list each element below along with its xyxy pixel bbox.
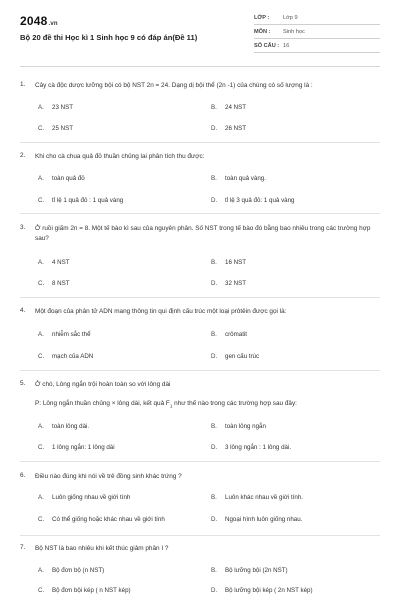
question-text: Khi cho cà chua quả đỏ thuần chủng lai phân tích thu được: bbox=[35, 153, 205, 160]
option-d[interactable] bbox=[211, 516, 302, 523]
option-label: D. bbox=[211, 587, 218, 594]
question-5 bbox=[20, 380, 380, 462]
option-a[interactable] bbox=[38, 331, 91, 338]
option-c[interactable] bbox=[38, 197, 123, 204]
option-label: C. bbox=[38, 444, 45, 451]
option-label: C. bbox=[38, 353, 45, 360]
subtext-part: như thế nào trong các trường hợp sau đây: bbox=[172, 400, 297, 407]
question-3 bbox=[20, 224, 380, 298]
question-number: 3. bbox=[20, 224, 26, 231]
option-a[interactable] bbox=[38, 494, 130, 501]
meta-row-subject bbox=[254, 27, 380, 39]
option-text: mạch của ADN bbox=[52, 353, 94, 360]
question-text: Điều nào đúng khi nói về trẻ đồng sinh khác trứng ? bbox=[35, 473, 182, 480]
option-b[interactable] bbox=[211, 331, 247, 338]
meta-key: LỚP : bbox=[254, 15, 270, 21]
option-text: 26 NST bbox=[225, 125, 246, 132]
question-text: Ở chó, Lông ngắn trội hoàn toàn so với lông dài bbox=[35, 381, 171, 388]
option-b[interactable] bbox=[211, 104, 246, 111]
question-6 bbox=[20, 472, 380, 536]
logo-suffix: .vn bbox=[48, 21, 58, 27]
option-a[interactable] bbox=[38, 175, 85, 182]
question-1 bbox=[20, 81, 380, 143]
subtext-part: P: Lông ngắn thuần chủng × lông dài, kết quả F bbox=[35, 400, 170, 407]
option-text: 25 NST bbox=[52, 125, 73, 132]
option-label: A. bbox=[38, 567, 44, 574]
option-text: gen cấu trúc bbox=[225, 353, 260, 360]
option-text: 8 NST bbox=[52, 280, 70, 287]
option-label: A. bbox=[38, 104, 44, 111]
question-number: 2. bbox=[20, 152, 26, 159]
option-d[interactable] bbox=[211, 353, 259, 360]
option-a[interactable] bbox=[38, 259, 70, 266]
question-4 bbox=[20, 307, 380, 371]
option-label: D. bbox=[211, 197, 218, 204]
meta-value: 16 bbox=[283, 43, 290, 49]
option-c[interactable] bbox=[38, 587, 131, 594]
header-divider bbox=[20, 66, 380, 67]
option-b[interactable] bbox=[211, 175, 266, 182]
option-label: C. bbox=[38, 280, 45, 287]
option-text: Ngoại hình luôn giống nhau. bbox=[225, 516, 303, 523]
question-divider bbox=[20, 142, 380, 143]
option-a[interactable] bbox=[38, 104, 73, 111]
option-label: A. bbox=[38, 494, 44, 501]
option-d[interactable] bbox=[211, 444, 291, 451]
option-text: Luôn giống nhau về giới tính bbox=[52, 494, 131, 501]
option-text: 23 NST bbox=[52, 104, 73, 111]
meta-row-question-count bbox=[254, 41, 380, 53]
question-number: 5. bbox=[20, 380, 26, 387]
option-text: tỉ lệ 1 quả đỏ : 1 quả vàng bbox=[52, 197, 124, 204]
question-text: Ở ruồi giấm 2n = 8. Một tế bào kì sau của nguyên phân. Số NST trong tế bào đó bằng bao nhiêu trong các trường hợp sau? bbox=[35, 225, 371, 242]
logo-main: 2048 bbox=[20, 14, 48, 28]
option-a[interactable] bbox=[38, 423, 89, 430]
option-b[interactable] bbox=[211, 567, 288, 574]
option-label: C. bbox=[38, 587, 45, 594]
option-text: Bộ lưỡng bội kép ( 2n NST kép) bbox=[225, 587, 313, 594]
option-b[interactable] bbox=[211, 259, 246, 266]
option-d[interactable] bbox=[211, 280, 246, 287]
question-text: Cây cà độc dược lưỡng bội có bộ NST 2n = 24. Dạng dị bội thể (2n -1) của chúng có số lượng là : bbox=[35, 82, 313, 89]
option-label: C. bbox=[38, 516, 45, 523]
option-label: D. bbox=[211, 516, 218, 523]
option-text: 16 NST bbox=[225, 259, 246, 266]
option-c[interactable] bbox=[38, 280, 70, 287]
option-d[interactable] bbox=[211, 587, 313, 594]
option-text: nhiễm sắc thể bbox=[52, 331, 91, 338]
option-text: Có thể giống hoặc khác nhau về giới tính bbox=[52, 516, 165, 523]
question-7 bbox=[20, 544, 380, 600]
option-text: 24 NST bbox=[225, 104, 246, 111]
option-label: B. bbox=[211, 567, 217, 574]
option-text: Luôn khác nhau về giới tính. bbox=[225, 494, 304, 501]
question-text: Bộ NST là bao nhiêu khi kết thúc giảm phân I ? bbox=[35, 545, 169, 552]
option-c[interactable] bbox=[38, 353, 93, 360]
option-text: toàn quả vàng. bbox=[225, 175, 266, 182]
subscript: 1 bbox=[169, 403, 173, 409]
question-text: Một đoạn của phân tử ADN mang thông tin qui định cấu trúc một loại prôtêin được gọi là: bbox=[35, 308, 287, 315]
option-label: B. bbox=[211, 104, 217, 111]
option-label: D. bbox=[211, 353, 218, 360]
question-divider bbox=[20, 297, 380, 298]
question-divider bbox=[20, 370, 380, 371]
option-b[interactable] bbox=[211, 423, 266, 430]
option-text: 4 NST bbox=[52, 259, 70, 266]
option-label: A. bbox=[38, 175, 44, 182]
option-label: D. bbox=[211, 444, 218, 451]
option-d[interactable] bbox=[211, 125, 246, 132]
option-label: B. bbox=[211, 423, 217, 430]
option-label: A. bbox=[38, 331, 44, 338]
option-d[interactable] bbox=[211, 197, 295, 204]
meta-value: Lớp 9 bbox=[283, 15, 298, 21]
option-b[interactable] bbox=[211, 494, 303, 501]
option-text: Bộ đơn bội kép ( n NST kép) bbox=[52, 587, 131, 594]
option-text: 32 NST bbox=[225, 280, 246, 287]
option-a[interactable] bbox=[38, 567, 104, 574]
worksheet-header bbox=[0, 0, 400, 66]
meta-row-class bbox=[254, 13, 380, 25]
option-c[interactable] bbox=[38, 125, 73, 132]
option-label: C. bbox=[38, 197, 45, 204]
question-divider bbox=[20, 213, 380, 214]
option-label: A. bbox=[38, 259, 44, 266]
option-label: A. bbox=[38, 423, 44, 430]
option-text: toàn lông ngắn bbox=[225, 423, 266, 430]
option-text: Bộ đơn bộ (n NST) bbox=[52, 567, 105, 574]
question-2 bbox=[20, 152, 380, 214]
option-label: B. bbox=[211, 259, 217, 266]
question-number: 1. bbox=[20, 81, 26, 88]
question-subtext bbox=[35, 399, 380, 411]
option-text: toàn quả đỏ bbox=[52, 175, 85, 182]
option-label: D. bbox=[211, 280, 218, 287]
document-title: Bộ 20 đề thi Học kì 1 Sinh học 9 có đáp án(Đề 11) bbox=[20, 33, 198, 42]
option-text: 1 lông ngắn: 1 lông dài bbox=[52, 444, 115, 451]
option-c[interactable] bbox=[38, 444, 115, 451]
option-c[interactable] bbox=[38, 516, 165, 523]
meta-key: SỐ CÂU : bbox=[254, 43, 280, 49]
option-label: B. bbox=[211, 175, 217, 182]
option-label: B. bbox=[211, 494, 217, 501]
option-label: C. bbox=[38, 125, 45, 132]
meta-key: MÔN : bbox=[254, 29, 271, 35]
question-divider bbox=[20, 535, 380, 536]
option-text: toàn lông dài. bbox=[52, 423, 90, 430]
option-label: D. bbox=[211, 125, 218, 132]
question-divider bbox=[20, 461, 380, 462]
option-label: B. bbox=[211, 331, 217, 338]
question-number: 7. bbox=[20, 544, 26, 551]
option-text: 3 lông ngắn : 1 lông dài. bbox=[225, 444, 292, 451]
site-logo[interactable] bbox=[20, 14, 58, 28]
question-number: 4. bbox=[20, 307, 26, 314]
option-text: Bộ lưỡng bội (2n NST) bbox=[225, 567, 288, 574]
meta-value: Sinh học bbox=[283, 29, 305, 35]
option-text: crômatit bbox=[225, 331, 248, 338]
question-number: 6. bbox=[20, 472, 26, 479]
option-text: tỉ lệ 3 quả đỏ: 1 quả vàng bbox=[225, 197, 295, 204]
